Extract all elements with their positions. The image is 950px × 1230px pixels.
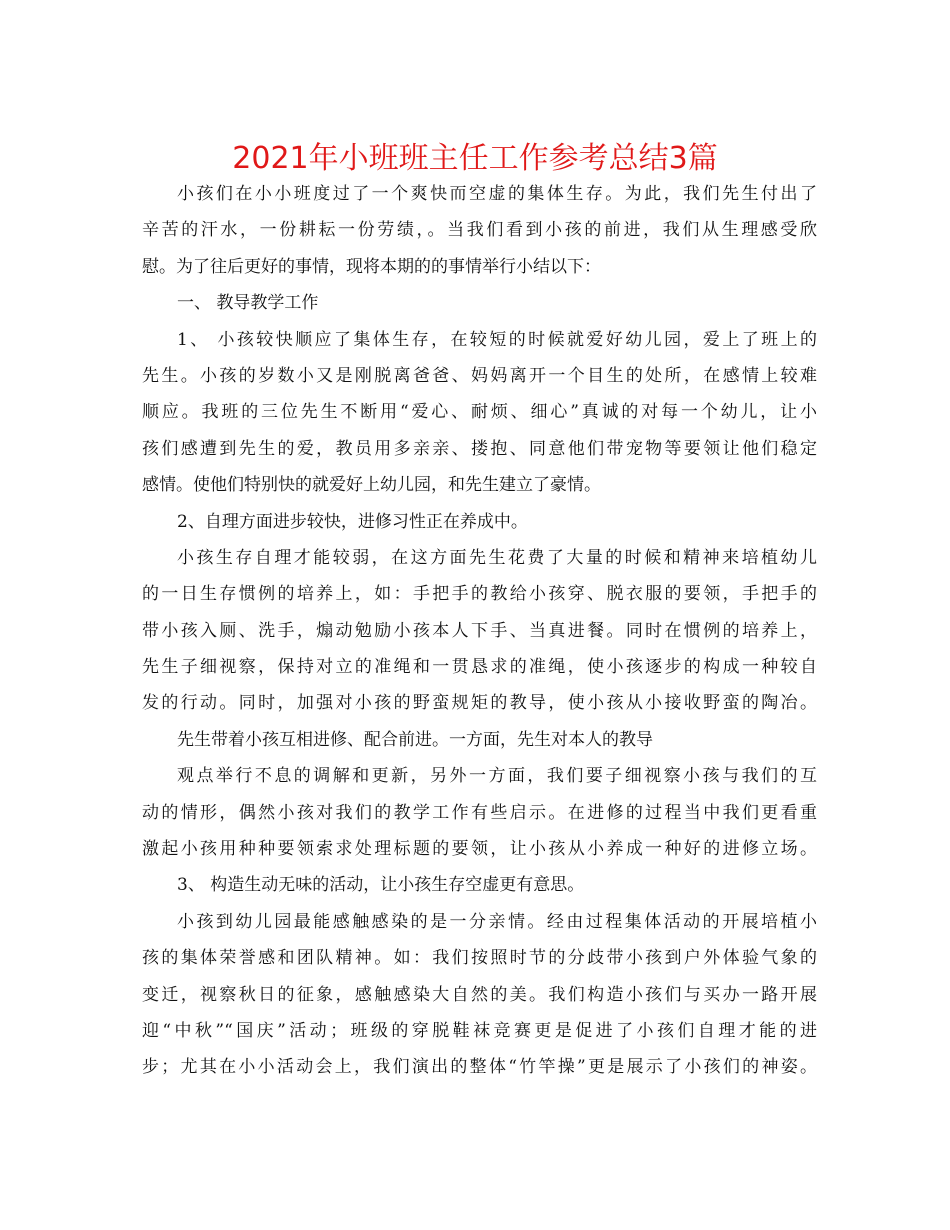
paragraph-line: 先生。小孩的岁数小又是刚脱离爸爸、妈妈离开一个目生的处所，在感情上较难 (142, 365, 817, 386)
paragraph-line: 3、 构造生动无味的活动，让小孩生存空虚更有意思。 (177, 875, 585, 896)
paragraph-line: 感情。使他们特别快的就爱好上幼儿园，和先生建立了豪情。 (142, 475, 601, 496)
paragraph-line: 激起小孩用种种要领索求处理标题的要领，让小孩从小养成一种好的进修立场。 (142, 839, 817, 860)
paragraph-line: 步；尤其在小小活动会上，我们演出的整体“竹竿操”更是展示了小孩们的神姿。 (142, 1057, 817, 1078)
paragraph-line: 带小孩入厕、洗手，煽动勉励小孩本人下手、当真进餐。同时在惯例的培养上， (142, 620, 817, 641)
paragraph-line: 小孩生存自理才能较弱，在这方面先生花费了大量的时候和精神来培植幼儿 (177, 547, 817, 568)
paragraph-line: 孩的集体荣誉感和团队精神。如：我们按照时节的分歧带小孩到户外体验气象的 (142, 948, 817, 969)
paragraph-line: 顺应。我班的三位先生不断用“爱心、耐烦、细心”真诚的对每一个幼儿，让小 (142, 402, 817, 423)
paragraph-line: 辛苦的汗水，一份耕耘一份劳绩，。当我们看到小孩的前进，我们从生理感受欣 (142, 220, 817, 241)
document-title: 2021年小班班主任工作参考总结3篇 (232, 141, 718, 176)
paragraph-line: 变迁，视察秋日的征象，感触感染大自然的美。我们构造小孩们与买办一路开展 (142, 984, 817, 1005)
paragraph-line: 1、 小孩较快顺应了集体生存，在较短的时候就爱好幼儿园，爱上了班上的 (177, 329, 817, 350)
document-body (142, 176, 817, 1086)
paragraph-line: 先生带着小孩互相进修、配合前进。一方面，先生对本人的教导 (177, 729, 653, 750)
paragraph-line: 发的行动。同时，加强对小孩的野蛮规矩的教导，使小孩从小接收野蛮的陶冶。 (142, 693, 817, 714)
paragraph-line: 小孩们在小小班度过了一个爽快而空虚的集体生存。为此，我们先生付出了 (177, 184, 817, 204)
paragraph-line: 孩们感遭到先生的爱，教员用多亲亲、搂抱、同意他们带宠物等要领让他们稳定 (142, 438, 817, 459)
paragraph-line: 迎“中秋”“国庆”活动；班级的穿脱鞋袜竞赛更是促进了小孩们自理才能的进 (142, 1020, 817, 1041)
paragraph-line: 2、自理方面进步较快，进修习性正在养成中。 (177, 511, 528, 532)
paragraph-line: 动的情形，偶然小孩对我们的教学工作有些启示。在进修的过程当中我们更看重 (142, 802, 817, 823)
paragraph-line: 小孩到幼儿园最能感触感染的是一分亲情。经由过程集体活动的开展培植小 (177, 911, 817, 932)
paragraph-line: 先生子细视察，保持对立的准绳和一贯恳求的准绳，使小孩逐步的构成一种较自 (142, 657, 817, 678)
paragraph-line: 慰。为了往后更好的事情，现将本期的的事情举行小结以下： (142, 256, 601, 277)
paragraph-line: 观点举行不息的调解和更新，另外一方面，我们要子细视察小孩与我们的互 (177, 766, 817, 787)
paragraph-line: 的一日生存惯例的培养上，如：手把手的教给小孩穿、脱衣服的要领，手把手的 (142, 584, 817, 605)
paragraph-line: 一、 教导教学工作 (177, 293, 319, 314)
